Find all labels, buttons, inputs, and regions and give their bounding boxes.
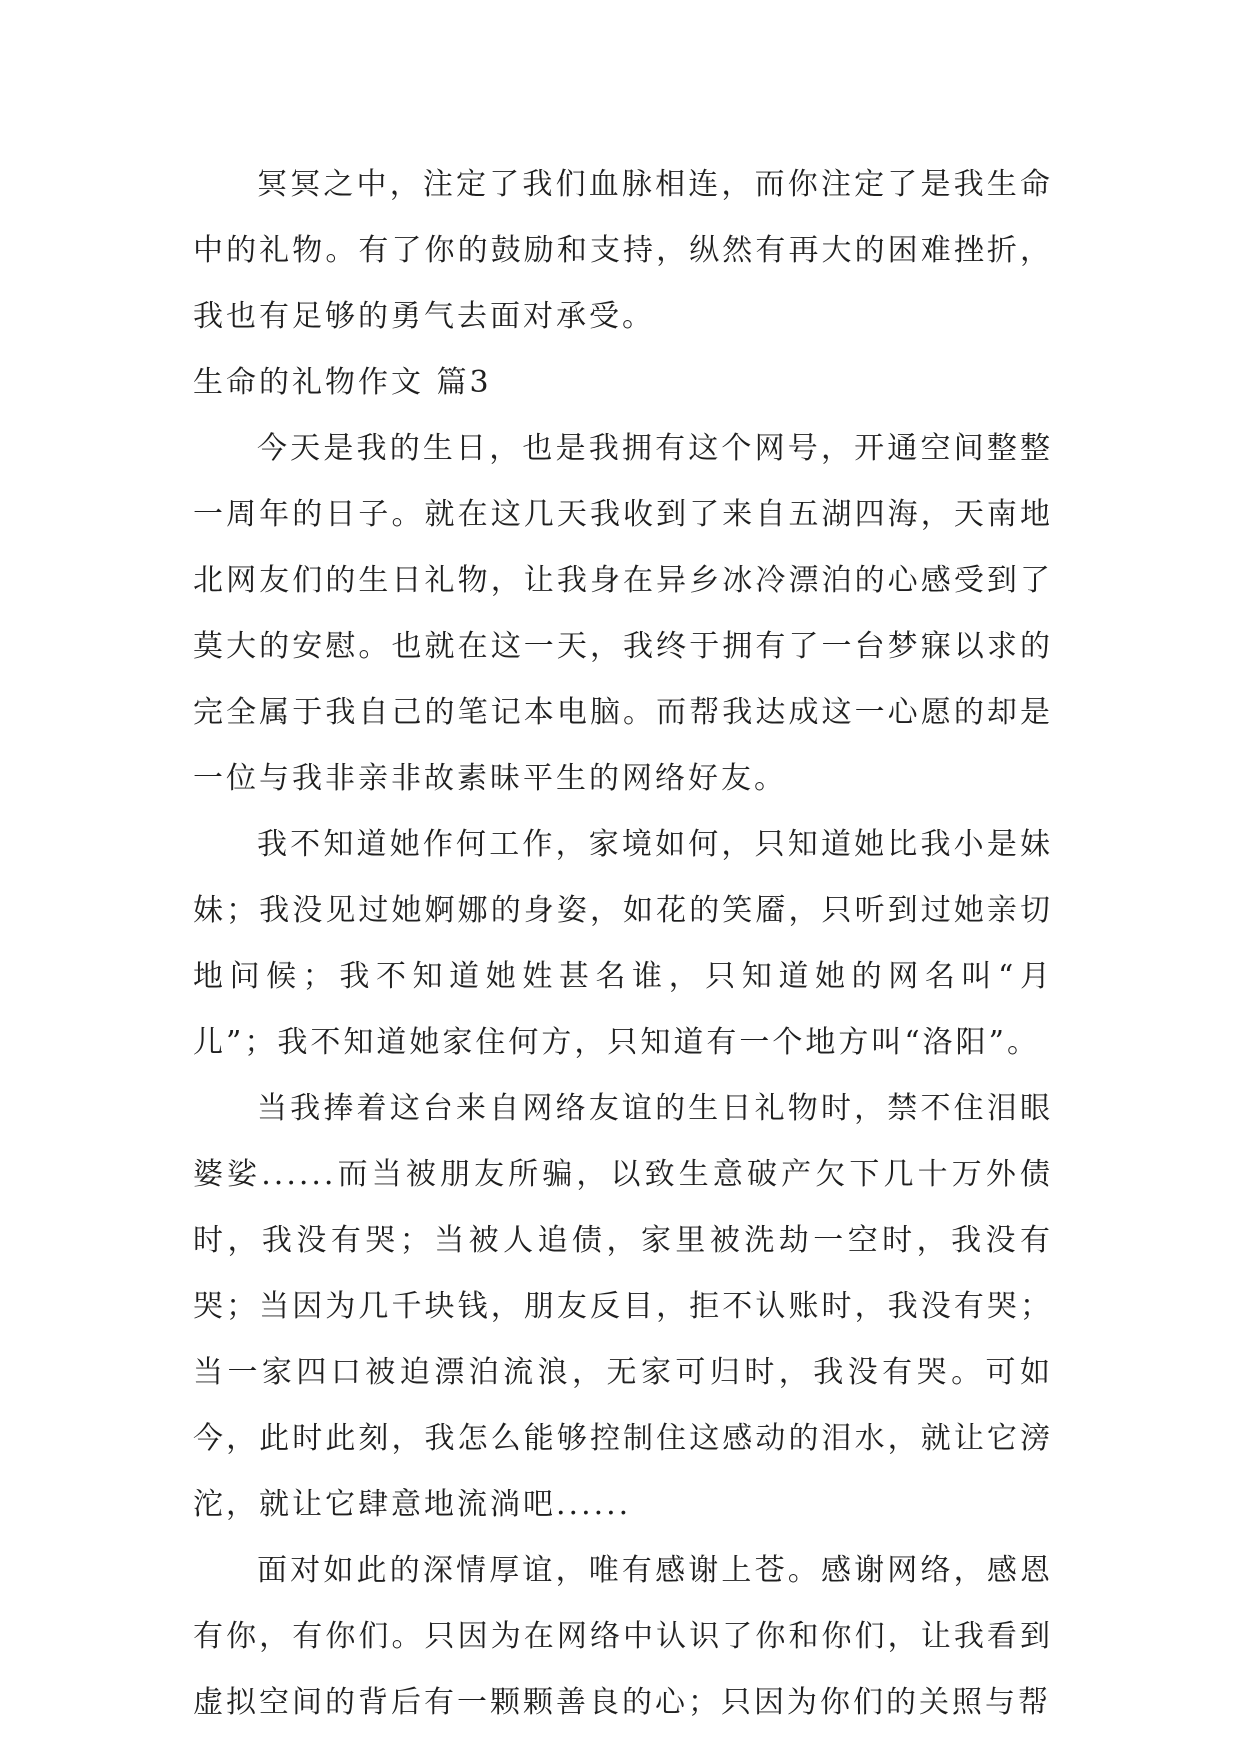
paragraph-1: 今天是我的生日，也是我拥有这个网号，开通空间整整一周年的日子。就在这几天我收到了来自五湖四海，天南地北网友们的生日礼物，让我身在异乡冰冷漂泊的心感受到了莫大的安慰。也就在这一天，我终于拥有了一台梦寐以求的完全属于我自己的笔记本电脑。而帮我达成这一心愿的却是一位与我非亲非故素昧平生的网络好友。 — [193, 431, 1053, 796]
paragraph-intro: 冥冥之中，注定了我们血脉相连，而你注定了是我生命中的礼物。有了你的鼓励和支持，纵然有再大的困难挫折，我也有足够的勇气去面对承受。 — [193, 167, 1053, 334]
document-body — [193, 152, 1053, 1736]
paragraph-2: 我不知道她作何工作，家境如何，只知道她比我小是妹妹；我没见过她婀娜的身姿，如花的笑靥，只听到过她亲切地问候；我不知道她姓甚名谁，只知道她的网名叫“月儿”；我不知道她家住何方，只知道有一个地方叫“洛阳”。 — [193, 827, 1053, 1060]
paragraph-4: 面对如此的深情厚谊，唯有感谢上苍。感谢网络，感恩有你，有你们。只因为在网络中认识了你和你们，让我看到虚拟空间的背后有一颗颗善良的心；只因为你们的关照与帮 — [193, 1553, 1053, 1720]
section-heading: 生命的礼物作文 篇3 — [193, 365, 492, 400]
paragraph-3: 当我捧着这台来自网络友谊的生日礼物时，禁不住泪眼婆娑......而当被朋友所骗，以致生意破产欠下几十万外债时，我没有哭；当被人追债，家里被洗劫一空时，我没有哭；当因为几千块钱，朋友反目，拒不认账时，我没有哭；当一家四口被迫漂泊流浪，无家可归时，我没有哭。可如今，此时此刻，我怎么能够控制住这感动的泪水，就让它滂沱，就让它肆意地流淌吧...... — [193, 1091, 1053, 1522]
